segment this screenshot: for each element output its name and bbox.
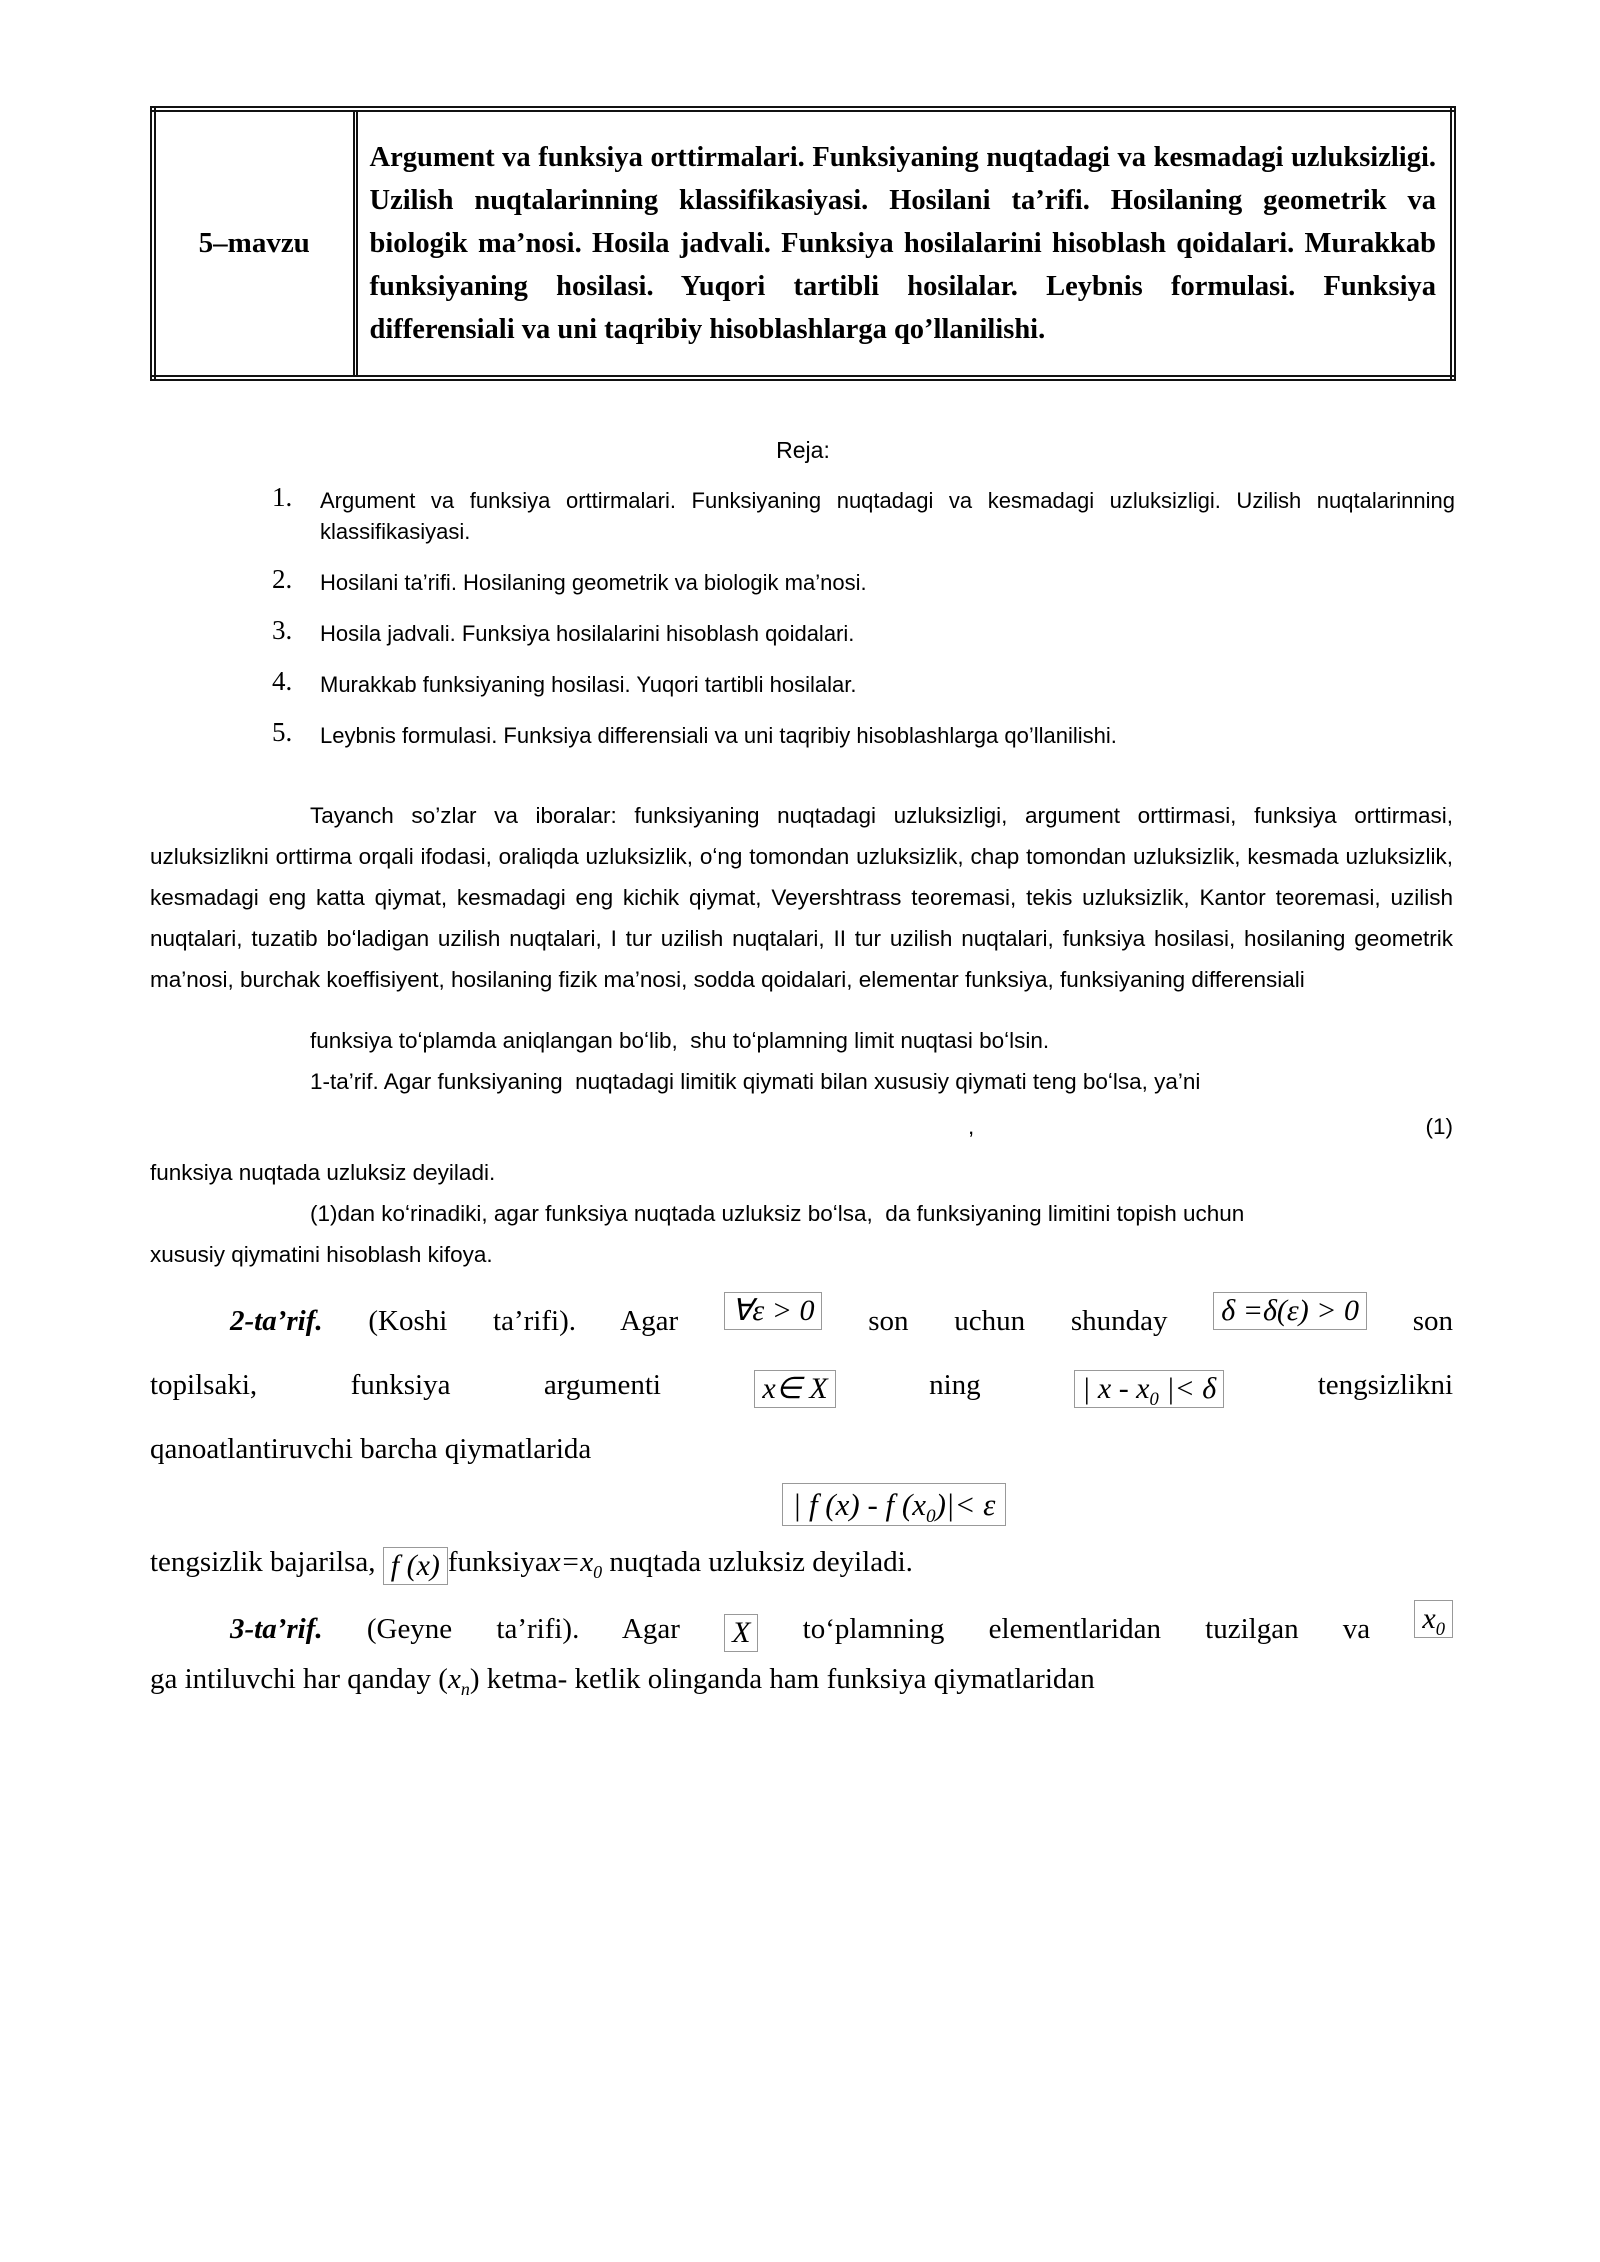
plan-item-number: 4.	[272, 666, 293, 696]
equation-number: (1)	[1425, 1114, 1453, 1139]
formula-box-X-set: X	[724, 1614, 758, 1652]
body-line-5: xususiy qiymatini hisoblash kifoya.	[150, 1242, 493, 1267]
formula-subscript: n	[460, 1678, 470, 1699]
plan-item-text: Murakkab funksiyaning hosilasi. Yuqori tartibli hosilalar.	[320, 672, 857, 697]
definition-2-text: funksiya	[447, 1546, 548, 1579]
inline-math-xn	[447, 1663, 470, 1699]
plan-item-3	[150, 615, 1456, 649]
topic-table	[150, 106, 1456, 381]
body-line-2: 1-ta’rif. Agar funksiyaning nuqtadagi limitik qiymati bilan xususiy qiymati teng boʻlsa, ya’ni	[310, 1069, 1201, 1094]
formula-box-f-of-x: f (x)	[383, 1547, 448, 1585]
formula-text: )|< ε	[935, 1487, 996, 1522]
definition-2-text: tengsizlikni	[1317, 1369, 1454, 1401]
plan-list	[150, 482, 1456, 751]
definition-3-text: ) ketma- ketlik olinganda ham funksiya qiymatlaridan	[469, 1663, 1095, 1696]
formula-text: x	[1422, 1602, 1436, 1636]
definition-2-line-2	[150, 1353, 1453, 1417]
plan-item-2	[150, 564, 1456, 598]
definition-2-label: 2-ta’rif.	[230, 1305, 323, 1337]
topic-description-cell	[355, 109, 1453, 378]
formula-subscript: 0	[925, 1506, 936, 1528]
definition-2	[150, 1289, 1453, 1594]
body-line-4: (1)dan koʻrinadiki, agar funksiya nuqtada uzluksiz boʻlsa, da funksiyaning limitini topish uchun	[310, 1201, 1245, 1226]
formula-subscript: 0	[593, 1561, 603, 1582]
plan-item-5	[150, 717, 1456, 751]
plan-item-1	[150, 482, 1456, 547]
definition-2-text: son	[1412, 1305, 1453, 1337]
centered-formula-line	[150, 1483, 1453, 1526]
topic-table-row	[153, 109, 1453, 378]
topic-description: Argument va funksiya orttirmalari. Funksiyaning nuqtadagi va kesmadagi uzluksizligi. Uzilish nuqtalarinning klassifikasiyasi. Hosilani ta’rifi. Hosilaning geometrik va biologik ma’nosi. Hosila jadvali. Funksiya hosilalarini hisoblash qoidalari. Murakkab funksiyaning hosilasi. Yuqori tartibli hosilalar. Leybnis formulasi. Funksiya differensiali va uni taqribiy hisoblashlarga qo’llanilishi.	[369, 142, 1436, 345]
body-line-3: funksiya nuqtada uzluksiz deyiladi.	[150, 1160, 496, 1185]
definition-2-text: tengsizlik bajarilsa,	[150, 1546, 383, 1579]
formula-subscript: 0	[1435, 1619, 1445, 1641]
formula-box-x0	[1414, 1600, 1453, 1641]
definition-3-text: toʻplamning elementlaridan tuzilgan va	[802, 1613, 1415, 1646]
plan-item-text: Hosila jadvali. Funksiya hosilalarini hisoblash qoidalari.	[320, 621, 855, 646]
definition-3-line-1	[150, 1600, 1453, 1654]
equation-comma: ,	[968, 1114, 975, 1139]
definition-3-label: 3-ta’rif.	[230, 1613, 323, 1646]
plan-item-text: Leybnis formulasi. Funksiya differensiali va uni taqribiy hisoblashlarga qo’llanilishi.	[320, 723, 1117, 748]
topic-label: 5–mavzu	[198, 227, 310, 259]
definition-2-text: son uchun shunday	[868, 1305, 1214, 1337]
formula-subscript: 0	[1149, 1389, 1159, 1410]
definition-2-text: nuqtada uzluksiz deyiladi.	[602, 1546, 913, 1579]
formula-box-delta-of-epsilon: δ =δ(ε) > 0	[1213, 1292, 1367, 1330]
definition-2-line-3: qanoatlantiruvchi barcha qiymatlarida	[150, 1433, 592, 1465]
keywords-paragraph: Tayanch so’zlar va iboralar: funksiyaning nuqtadagi uzluksizligi, argument orttirmasi, funksiya orttirmasi, uzluksizlikni orttirma orqali ifodasi, oraliqda uzluksizlik, oʻng tomondan uzluksizlik, chap tomondan uzluksizlik, kesmada uzluksizlik, kesmadagi eng katta qiymat, kesmadagi eng kichik qiymat, Veyershtrass teoremasi, tekis uzluksizlik, Kantor teoremasi, uzilish nuqtalari, tuzatib boʻladigan uzilish nuqtalari, I tur uzilish nuqtalari, II tur uzilish nuqtalari, funksiya hosilasi, hosilaning geometrik ma’nosi, burchak koeffisiyent, hosilaning fizik ma’nosi, sodda qoidalari, elementar funksiya, funksiyaning differensiali	[150, 803, 1453, 992]
plan-item-number: 3.	[272, 615, 293, 645]
definition-3-text: (Geyne ta’rifi). Agar	[322, 1613, 725, 1646]
definition-3	[150, 1600, 1453, 1704]
formula-text: x=x	[547, 1546, 594, 1579]
definition-3-text: ga intiluvchi har qanday (	[150, 1663, 448, 1696]
plan-title: Reja:	[776, 437, 830, 463]
body-line-1: funksiya toʻplamda aniqlangan boʻlib, shu toʻplamning limit nuqtasi boʻlsin.	[310, 1028, 1050, 1053]
formula-text: | x - x	[1082, 1372, 1150, 1405]
formula-text: x	[447, 1663, 461, 1696]
formula-box-abs-x-minus-x0	[1074, 1370, 1224, 1408]
definition-2-line-4	[150, 1530, 1453, 1594]
definition-2-line-1	[150, 1289, 1453, 1353]
plan-item-text: Argument va funksiya orttirmalari. Funksiyaning nuqtadagi va kesmadagi uzluksizligi. Uzilish nuqtalarinning klassifikasiyasi.	[320, 488, 1455, 544]
plan-item-number: 5.	[272, 717, 293, 747]
plan-item-4	[150, 666, 1456, 700]
plan-item-number: 1.	[272, 482, 293, 512]
plan-item-text: Hosilani ta’rifi. Hosilaning geometrik va biologik ma’nosi.	[320, 570, 867, 595]
formula-box-abs-fx-minus-fx0	[782, 1483, 1007, 1526]
definition-2-text: (Koshi ta’rifi). Agar	[322, 1305, 724, 1337]
definition-2-text: topilsaki, funksiya argumenti	[150, 1369, 755, 1401]
formula-text: | f (x) - f (x	[792, 1487, 926, 1522]
inline-math-x-equals-x0	[547, 1546, 603, 1582]
formula-text: |< δ	[1158, 1372, 1217, 1405]
plan-item-number: 2.	[272, 564, 293, 594]
equation-line	[150, 1102, 1453, 1152]
definition-2-text: ning	[929, 1369, 1075, 1401]
definition-3-line-2	[150, 1654, 1453, 1704]
formula-box-x-in-X: x∈ X	[754, 1370, 835, 1408]
formula-box-forall-epsilon: ∀ε > 0	[724, 1292, 823, 1330]
topic-label-cell	[153, 109, 355, 378]
